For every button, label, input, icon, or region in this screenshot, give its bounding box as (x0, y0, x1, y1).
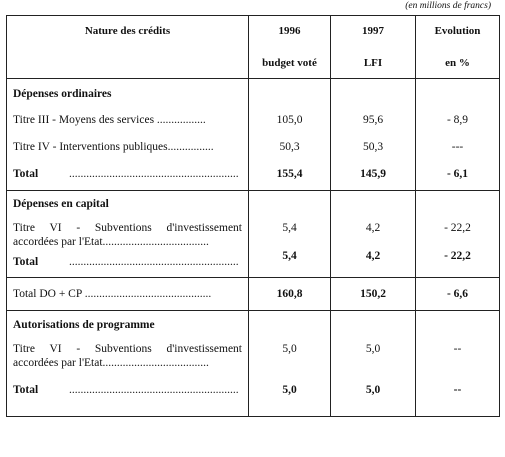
col-header-1996-year: 1996 (278, 25, 301, 37)
col-header-nature: Nature des crédits (7, 16, 249, 79)
cell-1996: 160,8 (249, 278, 331, 311)
total-leader-dots: ........................................................... (69, 168, 239, 180)
row-label: Titre VI - Subventions d'investissement accordées par l'Etat..................................... (7, 332, 249, 370)
total-leader-dots: ........................................................... (69, 384, 239, 396)
cell-1997: 50,3 (331, 127, 416, 154)
cell-1996: 5,4 (249, 211, 331, 249)
cell-evolution: - 6,1 (416, 154, 500, 191)
total-leader-dots: ........................................................... (69, 256, 239, 268)
col-header-1997-year: 1997 (362, 25, 384, 37)
row-label: Titre IV - Interventions publiques................ (7, 127, 249, 154)
cell-1997: 5,0 (331, 332, 416, 370)
total-row (7, 370, 500, 417)
table-header-row (7, 16, 500, 79)
table-row (7, 127, 500, 154)
cell-1997: 5,0 (331, 370, 416, 417)
total-row (7, 249, 500, 278)
table-row (7, 211, 500, 249)
cell-1996: 155,4 (249, 154, 331, 191)
cell-evolution: - 22,2 (416, 249, 500, 278)
row-label: Titre VI - Subventions d'investissement accordées par l'Etat..................................... (7, 211, 249, 249)
table-row (7, 101, 500, 127)
cell-evolution: --- (416, 127, 500, 154)
total-label-text: Total (13, 256, 39, 268)
table-row (7, 332, 500, 370)
section-title-ordinaires: Dépenses ordinaires (7, 79, 249, 102)
row-label: Titre III - Moyens des services ................. (7, 101, 249, 127)
cell-1996: 5,0 (249, 370, 331, 417)
col-header-evolution-title: Evolution (434, 25, 481, 37)
total-label (7, 370, 249, 417)
section-title-row (7, 191, 500, 212)
cell-1997: 145,9 (331, 154, 416, 191)
cell-1997: 4,2 (331, 249, 416, 278)
total-label-text: Total (13, 384, 39, 396)
cell-evolution: -- (416, 370, 500, 417)
cell-evolution: - 6,6 (416, 278, 500, 311)
cell-1997: 150,2 (331, 278, 416, 311)
col-header-1997-sub: LFI (363, 57, 383, 69)
cell-1997: 95,6 (331, 101, 416, 127)
total-label-text: Total (13, 168, 39, 180)
total-label (7, 154, 249, 191)
cell-1996: 5,0 (249, 332, 331, 370)
section-title-autorisations: Autorisations de programme (7, 311, 249, 333)
col-header-1996 (249, 16, 331, 79)
section-title-row (7, 79, 500, 102)
cell-evolution: -- (416, 332, 500, 370)
section-title-row (7, 311, 500, 333)
col-header-1996-sub: budget voté (262, 57, 317, 69)
budget-table (6, 15, 500, 417)
cell-1996: 105,0 (249, 101, 331, 127)
grand-total-row (7, 278, 500, 311)
cell-evolution: - 8,9 (416, 101, 500, 127)
col-header-evolution (416, 16, 500, 79)
total-row (7, 154, 500, 191)
cell-1996: 5,4 (249, 249, 331, 278)
cell-1996: 50,3 (249, 127, 331, 154)
section-title-capital: Dépenses en capital (7, 191, 249, 212)
cell-1997: 4,2 (331, 211, 416, 249)
col-header-evolution-unit: en % (445, 57, 470, 69)
cell-evolution: - 22,2 (416, 211, 500, 249)
units-caption: (en millions de francs) (405, 1, 491, 11)
grand-total-label: Total DO + CP ............................................ (7, 278, 249, 311)
total-label (7, 249, 249, 278)
col-header-1997 (331, 16, 416, 79)
